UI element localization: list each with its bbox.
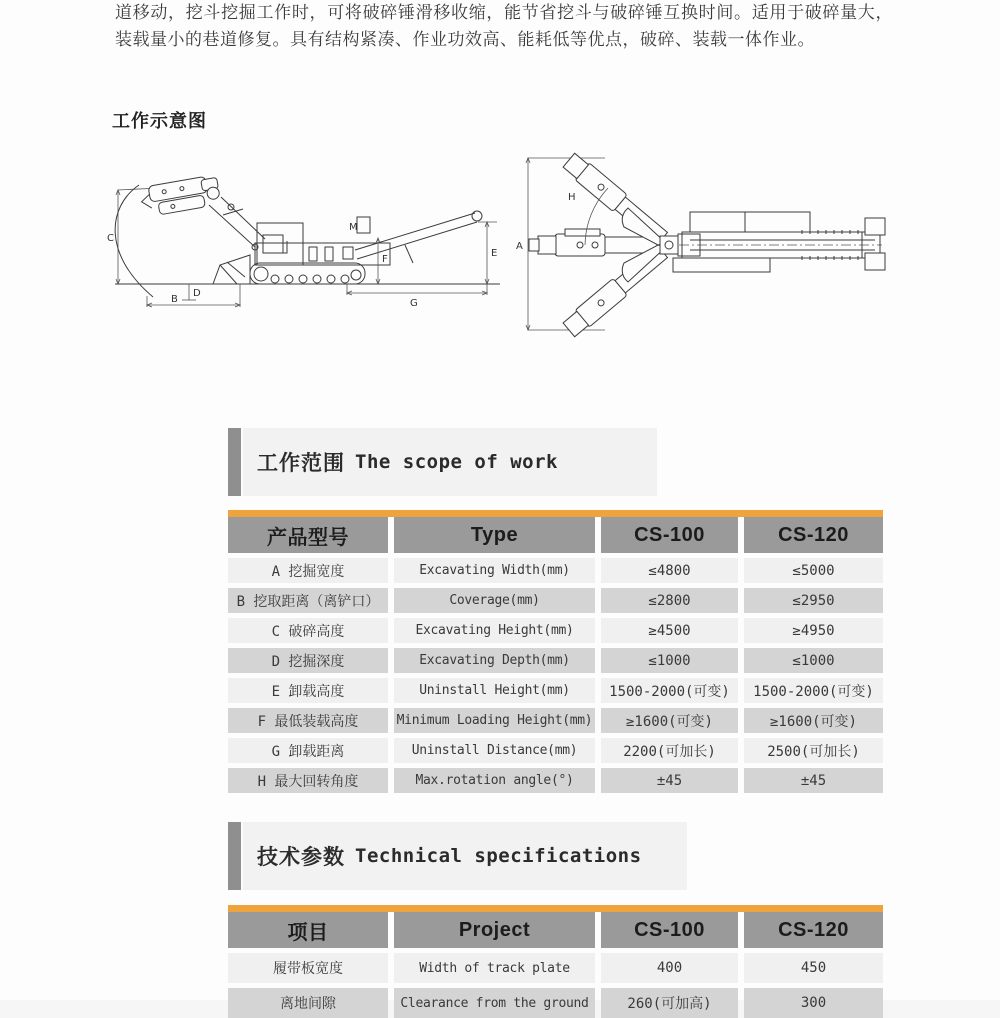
table-cell: 400 xyxy=(601,953,738,983)
table-cell: ≥1600(可变) xyxy=(601,708,738,733)
table-cell: H 最大回转角度 xyxy=(228,768,388,793)
column-header: CS-100 xyxy=(601,912,738,948)
table-cell: 履带板宽度 xyxy=(228,953,388,983)
table-cell: 450 xyxy=(744,953,883,983)
section-scope-header xyxy=(228,428,657,496)
dim-label-m: M xyxy=(349,222,358,233)
column-header: CS-100 xyxy=(601,517,738,553)
table-accent-strip xyxy=(228,510,883,517)
table-cell: Minimum Loading Height(mm) xyxy=(394,708,595,733)
table-cell: Clearance from the ground xyxy=(394,988,595,1018)
section-accent-bar xyxy=(228,428,241,496)
column-header: CS-120 xyxy=(744,517,883,553)
table-cell: ≤1000 xyxy=(744,648,883,673)
table-cell: 2200(可加长) xyxy=(601,738,738,763)
dim-label-h: H xyxy=(568,192,576,203)
table-cell: G 卸载距离 xyxy=(228,738,388,763)
dim-label-c: C xyxy=(107,233,114,244)
table-cell: C 破碎高度 xyxy=(228,618,388,643)
table-cell: ≤2950 xyxy=(744,588,883,613)
column-header: CS-120 xyxy=(744,912,883,948)
section-title-en: Technical specifications xyxy=(355,845,642,867)
table-accent-strip xyxy=(228,905,883,912)
table-cell: ≤4800 xyxy=(601,558,738,583)
table-cell: Coverage(mm) xyxy=(394,588,595,613)
table-cell: B 挖取距离（离铲口） xyxy=(228,588,388,613)
column-header: Type xyxy=(394,517,595,553)
table-cell: ≥4500 xyxy=(601,618,738,643)
side-view-diagram xyxy=(105,155,505,323)
table-cell: F 最低装载高度 xyxy=(228,708,388,733)
column-header: 项目 xyxy=(228,912,388,948)
table-cell: 离地间隙 xyxy=(228,988,388,1018)
dim-label-f: F xyxy=(382,254,388,265)
table-cell: ≤5000 xyxy=(744,558,883,583)
intro-paragraph: 道移动，挖斗挖掘工作时，可将破碎锤滑移收缩，能节省挖斗与破碎锤互换时间。适用于破碎量大，装载量小的巷道修复。具有结构紧凑、作业功效高、能耗低等优点，破碎、装载一体作业。 xyxy=(115,3,893,50)
dim-label-g: G xyxy=(410,298,418,309)
table-cell: E 卸载高度 xyxy=(228,678,388,703)
top-view-diagram xyxy=(510,148,895,340)
table-cell: Excavating Width(mm) xyxy=(394,558,595,583)
table-cell: D 挖掘深度 xyxy=(228,648,388,673)
table-cell: 300 xyxy=(744,988,883,1018)
table-cell: ≤1000 xyxy=(601,648,738,673)
specs-table xyxy=(228,905,883,1018)
table-cell: ≥1600(可变) xyxy=(744,708,883,733)
section-title-en: The scope of work xyxy=(355,451,558,473)
column-header: Project xyxy=(394,912,595,948)
table-cell: ±45 xyxy=(744,768,883,793)
section-title-cn: 技术参数 xyxy=(257,845,345,869)
dim-label-e: E xyxy=(491,248,498,259)
table-cell: ≤2800 xyxy=(601,588,738,613)
table-cell: Max.rotation angle(°) xyxy=(394,768,595,793)
table-cell: Uninstall Distance(mm) xyxy=(394,738,595,763)
section-title xyxy=(243,822,687,890)
diagram-section-title: 工作示意图 xyxy=(112,111,207,132)
section-specs-header xyxy=(228,822,687,890)
section-title-cn: 工作范围 xyxy=(257,451,345,475)
section-accent-bar xyxy=(228,822,241,890)
dim-label-d: D xyxy=(193,288,201,299)
table-cell: Width of track plate xyxy=(394,953,595,983)
table-cell: 1500-2000(可变) xyxy=(744,678,883,703)
scope-table xyxy=(228,510,883,793)
table-cell: A 挖掘宽度 xyxy=(228,558,388,583)
section-title xyxy=(243,428,657,496)
table-cell: Uninstall Height(mm) xyxy=(394,678,595,703)
table-cell: Excavating Depth(mm) xyxy=(394,648,595,673)
table-cell: 2500(可加长) xyxy=(744,738,883,763)
table-cell: ≥4950 xyxy=(744,618,883,643)
table-cell: 1500-2000(可变) xyxy=(601,678,738,703)
column-header: 产品型号 xyxy=(228,517,388,553)
table-cell: 260(可加高) xyxy=(601,988,738,1018)
dim-label-a: A xyxy=(516,241,523,252)
table-cell: Excavating Height(mm) xyxy=(394,618,595,643)
table-cell: ±45 xyxy=(601,768,738,793)
dim-label-b: B xyxy=(171,294,178,305)
